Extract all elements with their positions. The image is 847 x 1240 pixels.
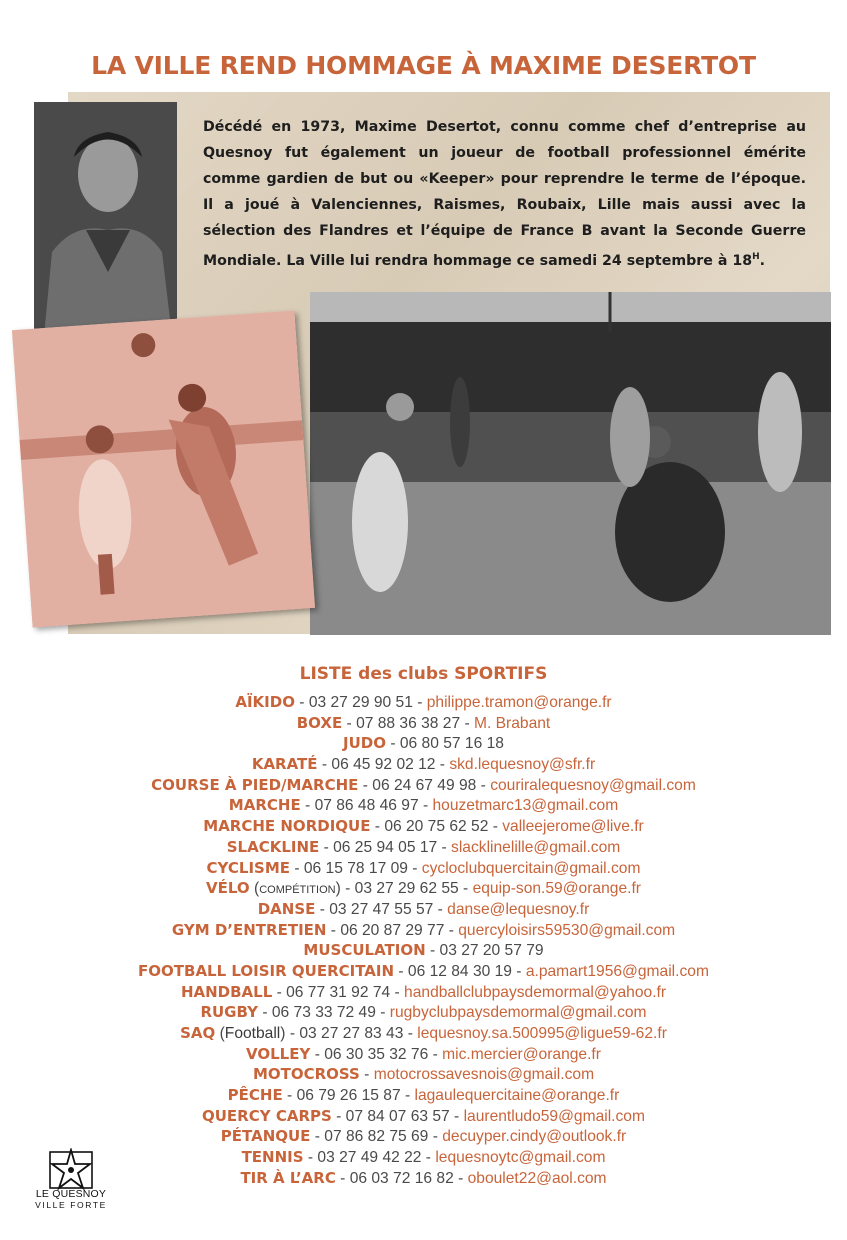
club-phone: 03 27 47 55 57 bbox=[329, 900, 434, 918]
club-phone: 07 84 07 63 57 bbox=[345, 1107, 450, 1125]
club-phone: 06 79 26 15 87 bbox=[296, 1087, 401, 1105]
city-logo bbox=[32, 1148, 110, 1234]
tribute-text: Décédé en 1973, Maxime Desertot, connu comme chef d’entreprise au Quesnoy fut également un joueur de football professionnel émérite comme gardien de but ou «Keeper» pour reprendre le terme de l’époque. Il a joué à Valenciennes, Raismes, Roubaix, Lille mais aussi avec la sélection des Flandres et l’équipe de France B avant la Seconde Guerre Mondiale. La Ville lui rendra hommage ce samedi 24 septembre à 18 bbox=[203, 119, 806, 270]
club-name: SLACKLINE bbox=[226, 837, 320, 856]
club-contact[interactable]: houzetmarc13@gmail.com bbox=[432, 797, 619, 815]
club-contact[interactable]: skd.lequesnoy@sfr.fr bbox=[449, 756, 596, 774]
club-row: SLACKLINE - 06 25 94 05 17 - slacklinelille@gmail.com bbox=[226, 837, 621, 856]
club-row: AÏKIDO - 03 27 29 90 51 - philippe.tramon@orange.fr bbox=[235, 693, 612, 711]
club-name: RUGBY bbox=[200, 1003, 258, 1022]
club-row: HANDBALL - 06 77 31 92 74 - handballclubpaysdemormal@yahoo.fr bbox=[180, 982, 667, 1001]
club-contact[interactable]: valleejerome@live.fr bbox=[502, 818, 644, 836]
club-name: SAQ bbox=[180, 1024, 216, 1042]
club-contact[interactable]: oboulet22@aol.com bbox=[467, 1169, 607, 1187]
club-contact[interactable]: couriralequesnoy@gmail.com bbox=[490, 776, 696, 794]
hour-superscript: H bbox=[752, 252, 760, 263]
club-phone: 06 15 78 17 09 bbox=[303, 859, 408, 877]
club-name: AÏKIDO bbox=[235, 693, 295, 711]
club-phone: 06 80 57 16 18 bbox=[399, 735, 504, 753]
club-phone: 03 27 29 62 55 bbox=[354, 880, 459, 898]
club-row: MUSCULATION - 03 27 20 57 79 bbox=[303, 941, 544, 960]
club-phone: 03 27 29 90 51 bbox=[308, 694, 413, 711]
club-name: FOOTBALL LOISIR QUERCITAIN bbox=[138, 961, 395, 980]
club-name: KARATÉ bbox=[251, 755, 318, 774]
club-name: MOTOCROSS bbox=[252, 1065, 360, 1084]
club-row: RUGBY - 06 73 33 72 49 - rugbyclubpaysdemormal@gmail.com bbox=[200, 1003, 647, 1022]
club-contact[interactable]: danse@lequesnoy.fr bbox=[447, 900, 590, 918]
club-phone: 03 27 49 42 22 bbox=[317, 1149, 422, 1167]
club-row: MOTOCROSS - motocrossavesnois@gmail.com bbox=[252, 1065, 595, 1084]
club-contact[interactable]: decuyper.cindy@outlook.fr bbox=[442, 1128, 627, 1146]
club-name: VÉLO bbox=[206, 879, 250, 898]
club-row: QUERCY CARPS - 07 84 07 63 57 - laurentludo59@gmail.com bbox=[202, 1106, 645, 1125]
logo-line-1: LE QUESNOY bbox=[35, 1188, 107, 1200]
club-row: FOOTBALL LOISIR QUERCITAIN - 06 12 84 30 19 - a.pamart1956@gmail.com bbox=[138, 961, 709, 980]
club-phone: 06 03 72 16 82 bbox=[349, 1169, 454, 1187]
club-contact[interactable]: laurentludo59@gmail.com bbox=[463, 1107, 645, 1125]
club-row: MARCHE - 07 86 48 46 97 - houzetmarc13@gmail.com bbox=[228, 796, 619, 815]
club-contact[interactable]: a.pamart1956@gmail.com bbox=[525, 962, 709, 980]
clubs-list-title: LISTE des clubs SPORTIFS bbox=[299, 664, 548, 684]
club-row: CYCLISME - 06 15 78 17 09 - cycloclubquercitain@gmail.com bbox=[206, 858, 641, 877]
club-name: TIR À L’ARC bbox=[240, 1168, 336, 1187]
club-contact[interactable]: quercyloisirs59530@gmail.com bbox=[458, 921, 676, 939]
club-name: MUSCULATION bbox=[303, 941, 426, 960]
club-row: VÉLO (COMPÉTITION) - 03 27 29 62 55 - equip-son.59@orange.fr bbox=[206, 879, 641, 898]
club-name: QUERCY CARPS bbox=[202, 1106, 332, 1125]
club-phone: 03 27 27 83 43 bbox=[299, 1025, 404, 1042]
match-photo bbox=[310, 292, 831, 635]
club-name: BOXE bbox=[296, 713, 343, 732]
club-phone: 06 20 75 62 52 bbox=[384, 818, 489, 836]
portrait-photo bbox=[34, 102, 177, 336]
club-row: BOXE - 07 88 36 38 27 - M. Brabant bbox=[296, 713, 551, 732]
club-contact: M. Brabant bbox=[473, 714, 551, 732]
club-phone: 06 30 35 32 76 bbox=[324, 1045, 429, 1063]
club-name: CYCLISME bbox=[206, 858, 291, 877]
club-row: GYM D’ENTRETIEN - 06 20 87 29 77 - quercyloisirs59530@gmail.com bbox=[171, 920, 676, 939]
tribute-text-end: . bbox=[759, 253, 766, 270]
club-phone: 03 27 20 57 79 bbox=[439, 942, 544, 960]
club-name: GYM D’ENTRETIEN bbox=[171, 920, 327, 939]
club-phone: 07 86 82 75 69 bbox=[324, 1128, 429, 1146]
club-contact[interactable]: slacklinelille@gmail.com bbox=[451, 838, 621, 856]
club-contact[interactable]: handballclubpaysdemormal@yahoo.fr bbox=[404, 983, 667, 1001]
club-phone: 06 45 92 02 12 bbox=[331, 756, 436, 774]
club-contact[interactable]: lequesnoytc@gmail.com bbox=[435, 1149, 606, 1167]
club-row: MARCHE NORDIQUE - 06 20 75 62 52 - valleejerome@live.fr bbox=[203, 817, 644, 836]
club-contact[interactable]: philippe.tramon@orange.fr bbox=[426, 694, 612, 711]
club-contact[interactable]: cycloclubquercitain@gmail.com bbox=[421, 859, 641, 877]
club-row: PÊCHE - 06 79 26 15 87 - lagaulequercitaine@orange.fr bbox=[227, 1086, 620, 1105]
club-phone: 06 77 31 92 74 bbox=[286, 983, 391, 1001]
club-name: HANDBALL bbox=[180, 982, 273, 1001]
club-row: COURSE À PIED/MARCHE - 06 24 67 49 98 - couriralequesnoy@gmail.com bbox=[151, 775, 696, 794]
club-name: COURSE À PIED/MARCHE bbox=[151, 775, 359, 794]
logo-line-2: VILLE FORTE bbox=[35, 1200, 107, 1210]
club-row: PÉTANQUE - 07 86 82 75 69 - decuyper.cindy@outlook.fr bbox=[220, 1127, 627, 1146]
club-row: KARATÉ - 06 45 92 02 12 - skd.lequesnoy@sfr.fr bbox=[251, 755, 596, 774]
club-row: TIR À L’ARC - 06 03 72 16 82 - oboulet22@aol.com bbox=[240, 1168, 607, 1187]
club-contact[interactable]: lagaulequercitaine@orange.fr bbox=[414, 1087, 620, 1105]
club-name: JUDO bbox=[343, 734, 387, 753]
club-note: Football bbox=[224, 1025, 281, 1042]
club-phone: 07 86 48 46 97 bbox=[314, 797, 419, 815]
club-phone: 06 25 94 05 17 bbox=[333, 838, 438, 856]
club-name: MARCHE NORDIQUE bbox=[203, 817, 371, 836]
club-name: MARCHE bbox=[228, 796, 301, 815]
club-contact[interactable]: rugbyclubpaysdemormal@gmail.com bbox=[389, 1004, 647, 1022]
club-row: VOLLEY - 06 30 35 32 76 - mic.mercier@orange.fr bbox=[246, 1044, 601, 1063]
page-title: LA VILLE REND HOMMAGE À MAXIME DESERTOT bbox=[91, 50, 756, 80]
club-contact[interactable]: lequesnoy.sa.500995@ligue59-62.fr bbox=[417, 1025, 667, 1042]
club-contact[interactable]: equip-son.59@orange.fr bbox=[472, 880, 641, 898]
club-row: DANSE - 03 27 47 55 57 - danse@lequesnoy.fr bbox=[257, 899, 590, 918]
club-name: TENNIS bbox=[241, 1148, 304, 1167]
club-note: COMPÉTITION bbox=[259, 884, 336, 897]
club-phone: 07 88 36 38 27 bbox=[356, 714, 461, 732]
club-name: PÊCHE bbox=[227, 1086, 283, 1105]
action-photo bbox=[12, 310, 315, 627]
club-row: TENNIS - 03 27 49 42 22 - lequesnoytc@gmail.com bbox=[241, 1148, 606, 1167]
club-phone: 06 12 84 30 19 bbox=[407, 962, 512, 980]
club-name: VOLLEY bbox=[246, 1044, 311, 1063]
fortress-star-icon bbox=[44, 1148, 98, 1192]
club-phone: 06 20 87 29 77 bbox=[340, 921, 445, 939]
club-row: JUDO - 06 80 57 16 18 bbox=[343, 734, 504, 753]
club-phone: 06 24 67 49 98 bbox=[372, 776, 477, 794]
club-contact[interactable]: mic.mercier@orange.fr bbox=[442, 1045, 601, 1063]
club-name: DANSE bbox=[257, 899, 316, 918]
club-name: PÉTANQUE bbox=[220, 1127, 311, 1146]
club-phone: 06 73 33 72 49 bbox=[271, 1004, 376, 1022]
club-row: SAQ (Football) - 03 27 27 83 43 - lequesnoy.sa.500995@ligue59-62.fr bbox=[180, 1024, 667, 1042]
club-contact[interactable]: motocrossavesnois@gmail.com bbox=[373, 1066, 595, 1084]
clubs-list bbox=[0, 692, 847, 1189]
tribute-paragraph bbox=[203, 114, 806, 274]
